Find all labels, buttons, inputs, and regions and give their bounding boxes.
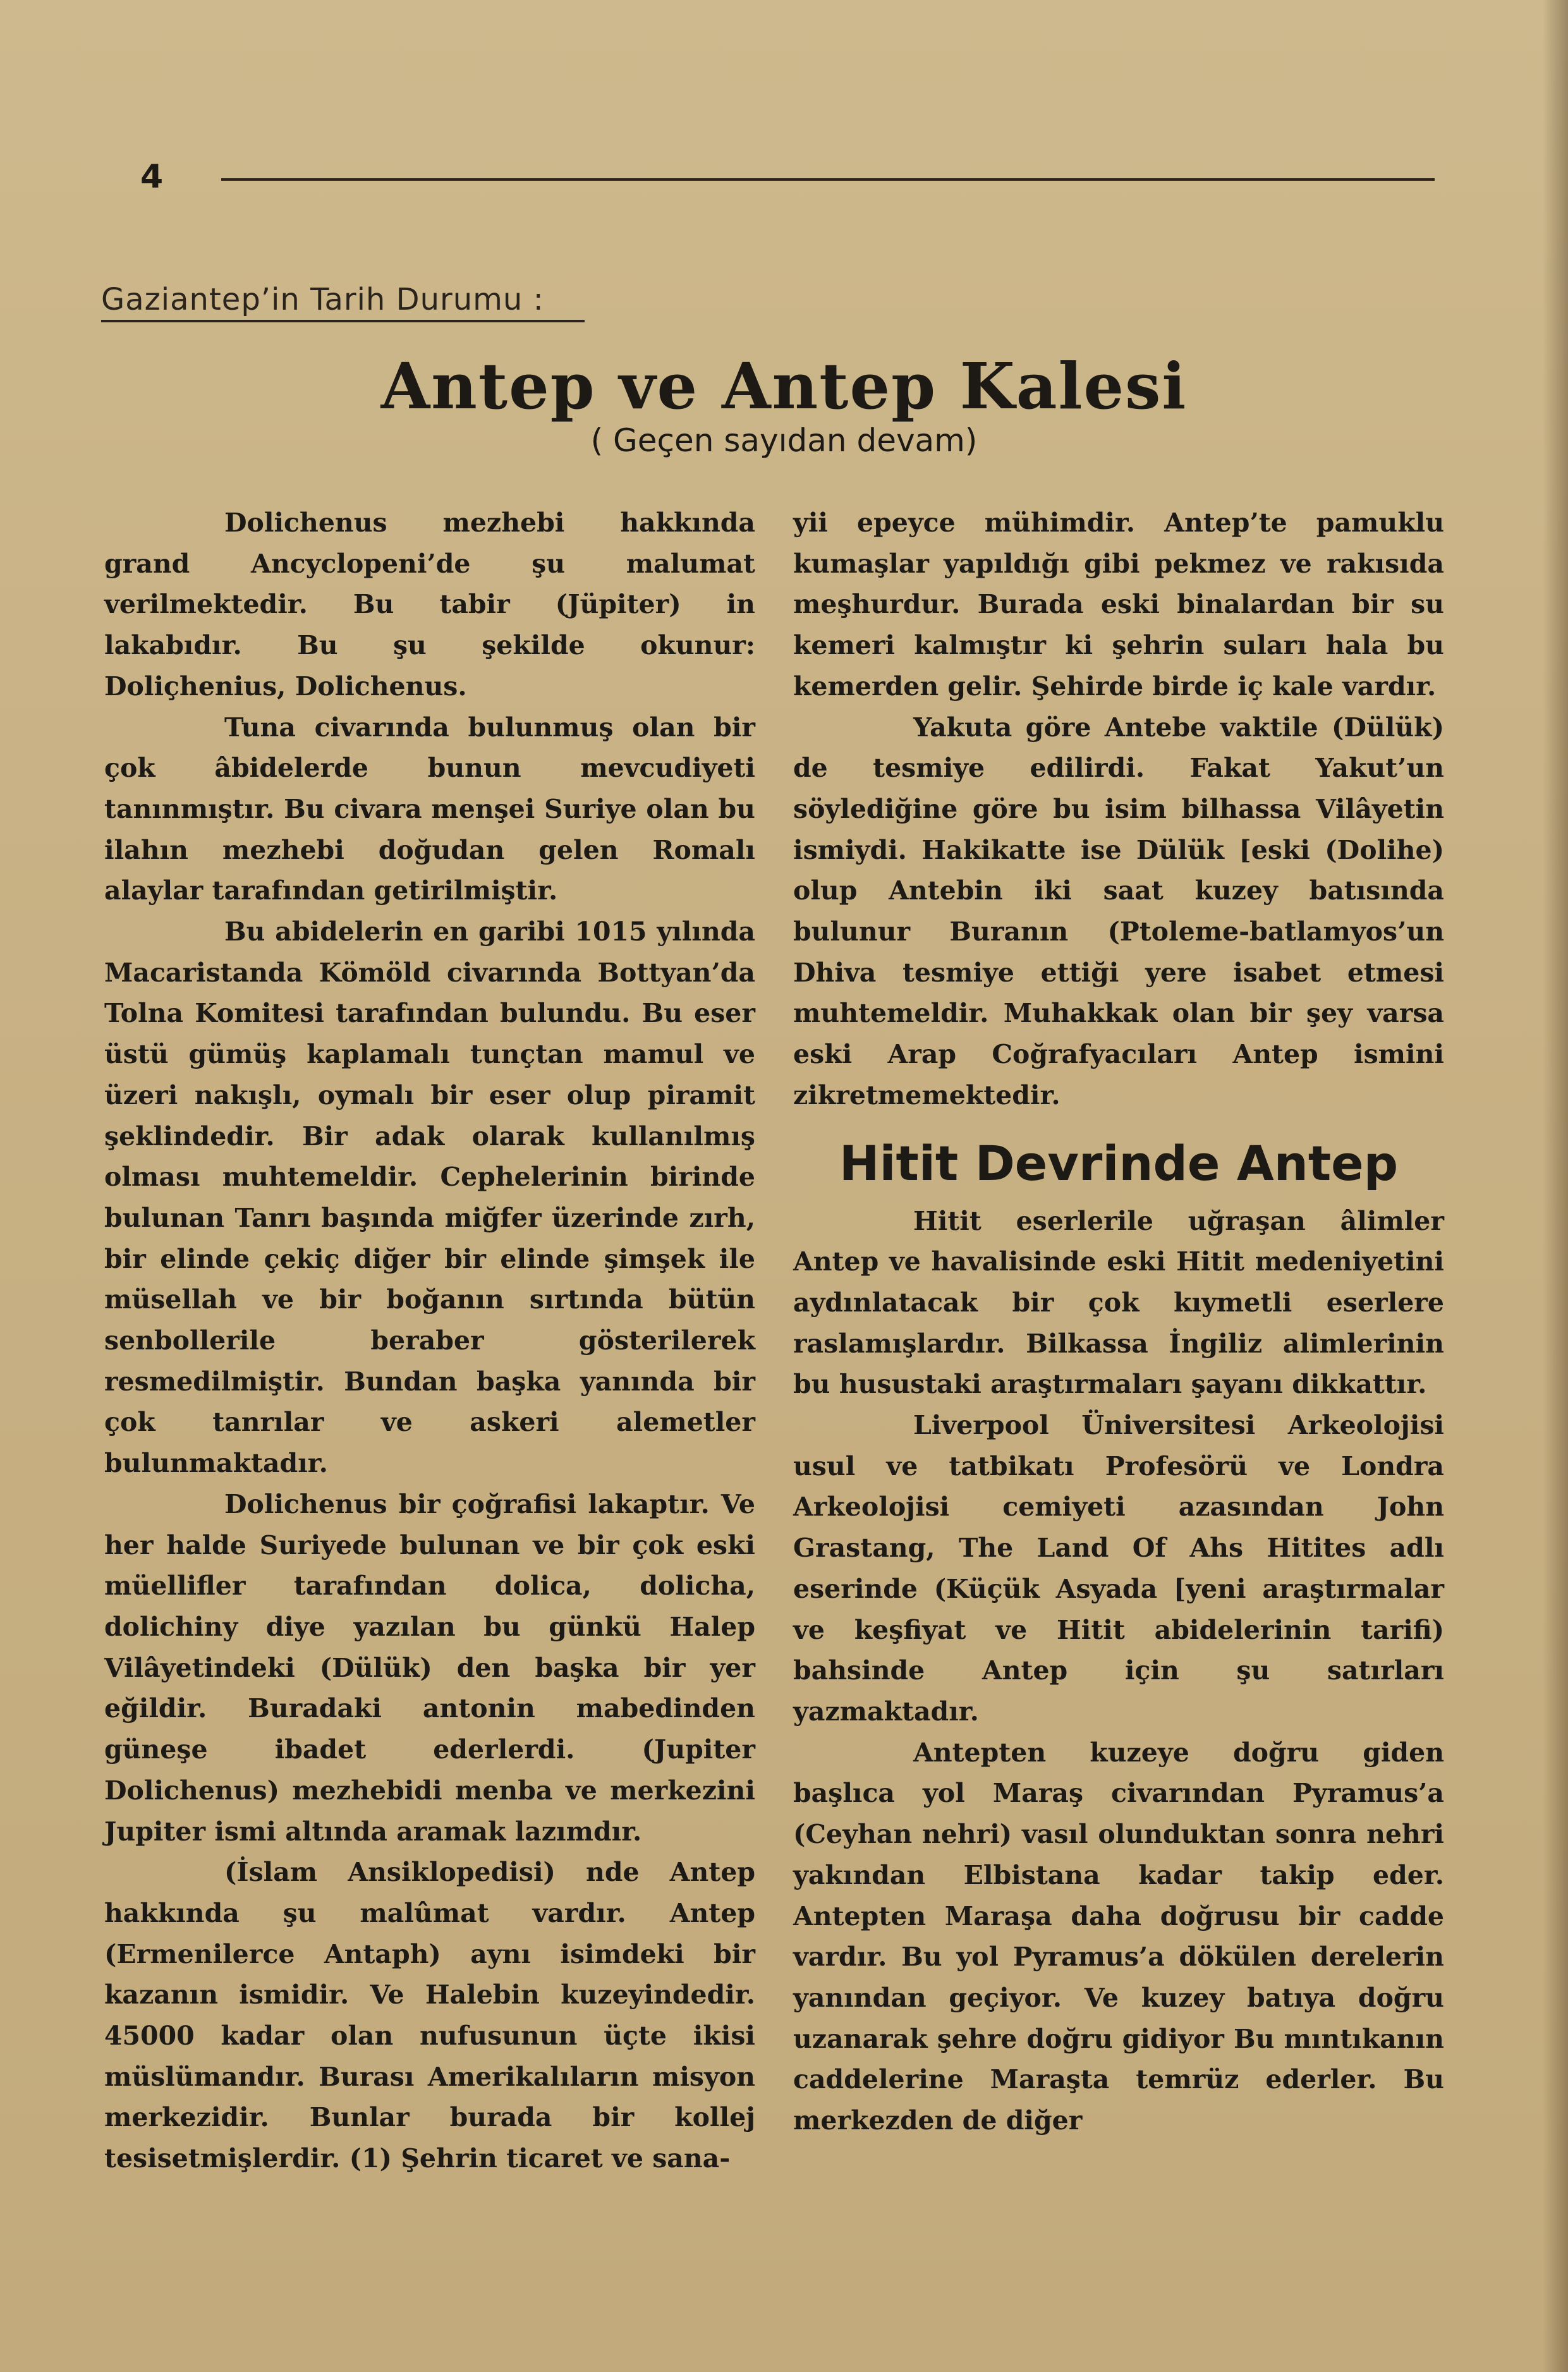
paragraph: (İslam Ansiklopedisi) nde Antep hakkında şu malûmat vardır. Antep (Ermenilerce Antaph) aynı isimdeki bir kazanın ismidir. Ve Halebin kuzeyindedir. 45000 kadar olan nufusunun üçte ikisi müslümandır. Burası Amerikalıların misyon merkezidir. Bunlar burada bir kollej tesisetmişlerdir. (1) Şehrin ticaret ve sana-: [104, 1857, 755, 2174]
article-headline: Antep ve Antep Kalesi: [380, 349, 1188, 423]
section-label: Gaziantep’in Tarih Durumu :: [101, 282, 544, 317]
paragraph: Liverpool Üniversitesi Arkeolojisi usul ve tatbikatı Profesörü ve Londra Arkeolojisi cemiyeti azasından John Grastang, The Land Of Ahs Hitites adlı eserinde (Küçük Asyada [yeni araştırmalar ve keşfiyat ve Hitit abidelerinin tarifi) bahsinde Antep için şu satırları yazmaktadır.: [793, 1410, 1444, 1727]
article-subhead: ( Geçen sayıdan devam): [590, 422, 978, 459]
left-column: [104, 502, 755, 2179]
right-column: [793, 502, 1444, 2141]
paragraph: Antepten kuzeye doğru giden başlıca yol Maraş civarından Pyramus’a (Ceyhan nehri) vasıl olunduktan sonra nehri yakından Elbistana kadar takip eder. Antepten Maraşa daha doğrusu bir cadde vardır. Bu yol Pyramus’a dökülen derelerin yanından geçiyor. Ve kuzey batıya doğru uzanarak şehre doğru gidiyor Bu mıntıkanın caddelerine Maraşta temrüz ederler. Bu merkezden de diğer: [793, 1737, 1444, 2136]
paragraph: Hitit eserlerile uğraşan âlimler Antep ve havalisinde eski Hitit medeniyetini aydınlatacak bir çok kıymetli eserlere raslamışlardır. Bilkassa İngiliz alimlerinin bu husustaki araştırmaları şayanı dikkattır.: [793, 1205, 1444, 1400]
section-underline: [101, 320, 585, 322]
header-rule: [221, 178, 1435, 181]
paragraph: Yakuta göre Antebe vaktile (Dülük) de tesmiye edilirdi. Fakat Yakut’un söylediğine göre bu isim bilhassa Vilâyetin ismiydi. Hakikatte ise Dülük [eski (Dolihe) olup Antebin iki saat kuzey batısında bulunur Buranın (Ptoleme-batlamyos’un Dhiva tesmiye ettiği yere isabet etmesi muhtemeldir. Muhakkak olan bir şey varsa eski Arap Coğrafyacıları Antep ismini zikretmemektedir.: [793, 712, 1444, 1110]
paragraph: Dolichenus bir çoğrafisi lakaptır. Ve her halde Suriyede bulunan ve bir çok eski müellifler tarafından dolica, dolicha, dolichiny diye yazılan bu günkü Halep Vilâyetindeki (Dülük) den başka bir yer eğildir. Buradaki antonin mabedinden güneşe ibadet ederlerdi. (Jupiter Dolichenus) mezhebidi menba ve merkezini Jupiter ismi altında aramak lazımdır.: [104, 1488, 755, 1847]
paragraph: Dolichenus mezhebi hakkında grand Ancyclopeni’de şu malumat verilmektedir. Bu tabir (Jüpiter) in lakabıdır. Bu şu şekilde okunur: Doliçhenius, Dolichenus.: [104, 508, 755, 702]
paragraph: Bu abidelerin en garibi 1015 yılında Macaristanda Kömöld civarında Bottyan’da Tolna Komitesi tarafından bulundu. Bu eser üstü gümüş kaplamalı tunçtan mamul ve üzeri nakışlı, oymalı bir eser olup piramit şeklindedir. Bir adak olarak kullanılmış olması muhtemeldir. Cephelerinin birinde bulunan Tanrı başında miğfer üzerinde zırh, bir elinde çekiç diğer bir elinde şimşek ile müsellah ve bir boğanın sırtında bütün senbollerile beraber gösterilerek resmedilmiştir. Bundan başka yanında bir çok tanrılar ve askeri alemetler bulunmaktadır.: [104, 916, 755, 1479]
page-number: 4: [140, 158, 164, 196]
section-subheading: Hitit Devrinde Antep: [839, 1134, 1399, 1191]
paragraph: yii epeyce mühimdir. Antep’te pamuklu kumaşlar yapıldığı gibi pekmez ve rakısıda meşhurdur. Burada eski binalardan bir su kemeri kalmıştır ki şehrin suları hala bu kemerden gelir. Şehirde birde iç kale vardır.: [793, 508, 1444, 702]
paragraph: Tuna civarında bulunmuş olan bir çok âbidelerde bunun mevcudiyeti tanınmıştır. Bu civara menşei Suriye olan bu ilahın mezhebi doğudan gelen Romalı alaylar tarafından getirilmiştir.: [104, 712, 755, 906]
